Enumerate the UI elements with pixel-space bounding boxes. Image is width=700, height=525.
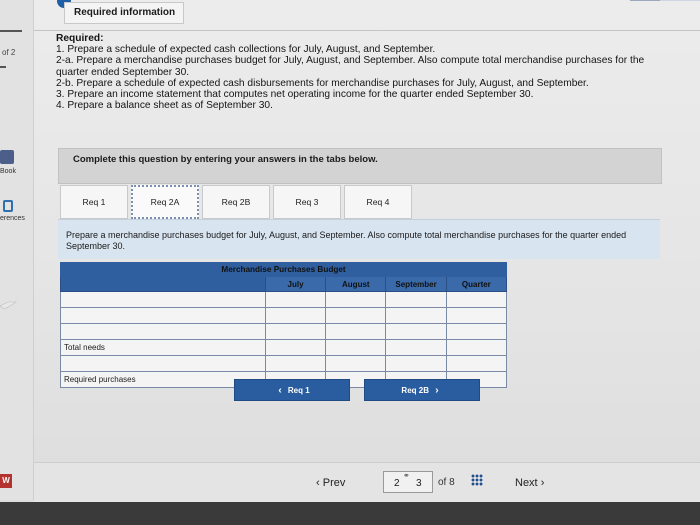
page-total: of 8 [438,477,455,488]
chevron-right-icon: › [540,477,545,489]
column-header-blank [61,277,266,292]
rail-divider [0,30,22,32]
progress-dots [630,0,700,2]
references-icon[interactable] [3,200,13,212]
table-row [61,356,507,372]
required-item: quarter ended September 30. [56,66,190,78]
next-tab-label: Req 2B [401,386,429,395]
cell-input[interactable] [326,340,386,356]
prev-label: Prev [322,477,346,489]
instruction-bar: Complete this question by entering your answers in the tabs below. [58,148,662,184]
question-count: of 2 [2,48,16,57]
cell-input[interactable] [386,356,446,372]
next-tab-button[interactable] [364,379,480,401]
table-row [61,308,507,324]
pin-icon [0,300,18,310]
cell-input[interactable] [265,356,325,372]
required-item: 1. Prepare a schedule of expected cash collections for July, August, and September. [56,44,436,56]
cell-input[interactable] [265,324,325,340]
cell-input[interactable] [265,340,325,356]
cell-input[interactable] [326,308,386,324]
tab-req-3[interactable]: Req 3 [273,185,341,219]
required-item: 2-b. Prepare a schedule of expected cash disbursements for merchandise purchases for July, August, and September. [56,77,589,89]
page-number: 2 [394,478,400,489]
column-header-september: September [386,277,446,292]
link-icon: ⚭ [403,471,410,480]
budget-title: Merchandise Purchases Budget [61,263,507,277]
ebook-label[interactable]: Book [0,168,16,175]
required-section [56,33,700,111]
cell-input[interactable] [386,308,446,324]
requirement-tabs [60,185,412,219]
current-page-number: 3 [416,478,422,489]
chevron-left-icon: ‹ [316,477,320,489]
monitor-bezel [0,502,700,525]
page-selector[interactable] [383,471,433,493]
column-header-july: July [265,277,325,292]
header-divider [34,30,700,31]
cell-input[interactable] [386,324,446,340]
cell-input[interactable] [265,308,325,324]
row-label-input[interactable] [61,324,266,340]
left-rail [0,0,34,500]
cell-input[interactable] [386,292,446,308]
cell-input[interactable] [386,340,446,356]
next-button[interactable] [515,477,544,489]
tab-req-1[interactable]: Req 1 [60,185,128,219]
chevron-left-icon: ‹ [278,385,282,396]
row-label-input[interactable] [61,308,266,324]
cell-input[interactable] [326,292,386,308]
table-row [61,292,507,308]
bottom-pager-bar [34,462,700,502]
required-info-tab[interactable]: Required information [64,2,184,24]
cell-input[interactable] [326,324,386,340]
rail-divider [0,66,6,68]
table-row-total-needs [61,340,507,356]
cell-input[interactable] [446,324,506,340]
prev-tab-label: Req 1 [287,386,310,395]
cell-input[interactable] [446,356,506,372]
w-badge-icon: W [0,474,12,488]
tab-req-4[interactable]: Req 4 [344,185,412,219]
chevron-right-icon: › [435,385,439,396]
required-heading: Required: [56,33,104,44]
tab-req-2a[interactable]: Req 2A [131,185,199,219]
grid-icon[interactable] [471,474,483,486]
row-label-required-purchases: Required purchases [61,372,266,388]
row-label-total-needs: Total needs [61,340,266,356]
ebook-icon[interactable] [0,150,14,164]
table-row [61,324,507,340]
row-label-input[interactable] [61,356,266,372]
row-label-input[interactable] [61,292,266,308]
column-header-quarter: Quarter [446,277,506,292]
next-label: Next [515,477,538,489]
merchandise-purchases-budget-table [60,262,507,388]
prev-button[interactable] [316,477,345,489]
references-label[interactable]: erences [0,215,25,222]
cell-input[interactable] [326,356,386,372]
cell-input[interactable] [265,292,325,308]
required-item: 4. Prepare a balance sheet as of September 30. [56,100,273,112]
required-item: 3. Prepare an income statement that computes net operating income for the quarter ended September 30. [56,89,534,101]
cell-input[interactable] [446,308,506,324]
required-item: 2-a. Prepare a merchandise purchases budget for July, August, and September. Also compute total merchandise purchases for the [56,55,645,67]
cell-input[interactable] [446,292,506,308]
column-header-august: August [326,277,386,292]
tab-req-2b[interactable]: Req 2B [202,185,270,219]
cell-input[interactable] [446,340,506,356]
prev-tab-button[interactable] [234,379,350,401]
tab-prompt: Prepare a merchandise purchases budget for July, August, and September. Also compute total merchandise purchases for the quarter ended September 30. [58,219,660,259]
